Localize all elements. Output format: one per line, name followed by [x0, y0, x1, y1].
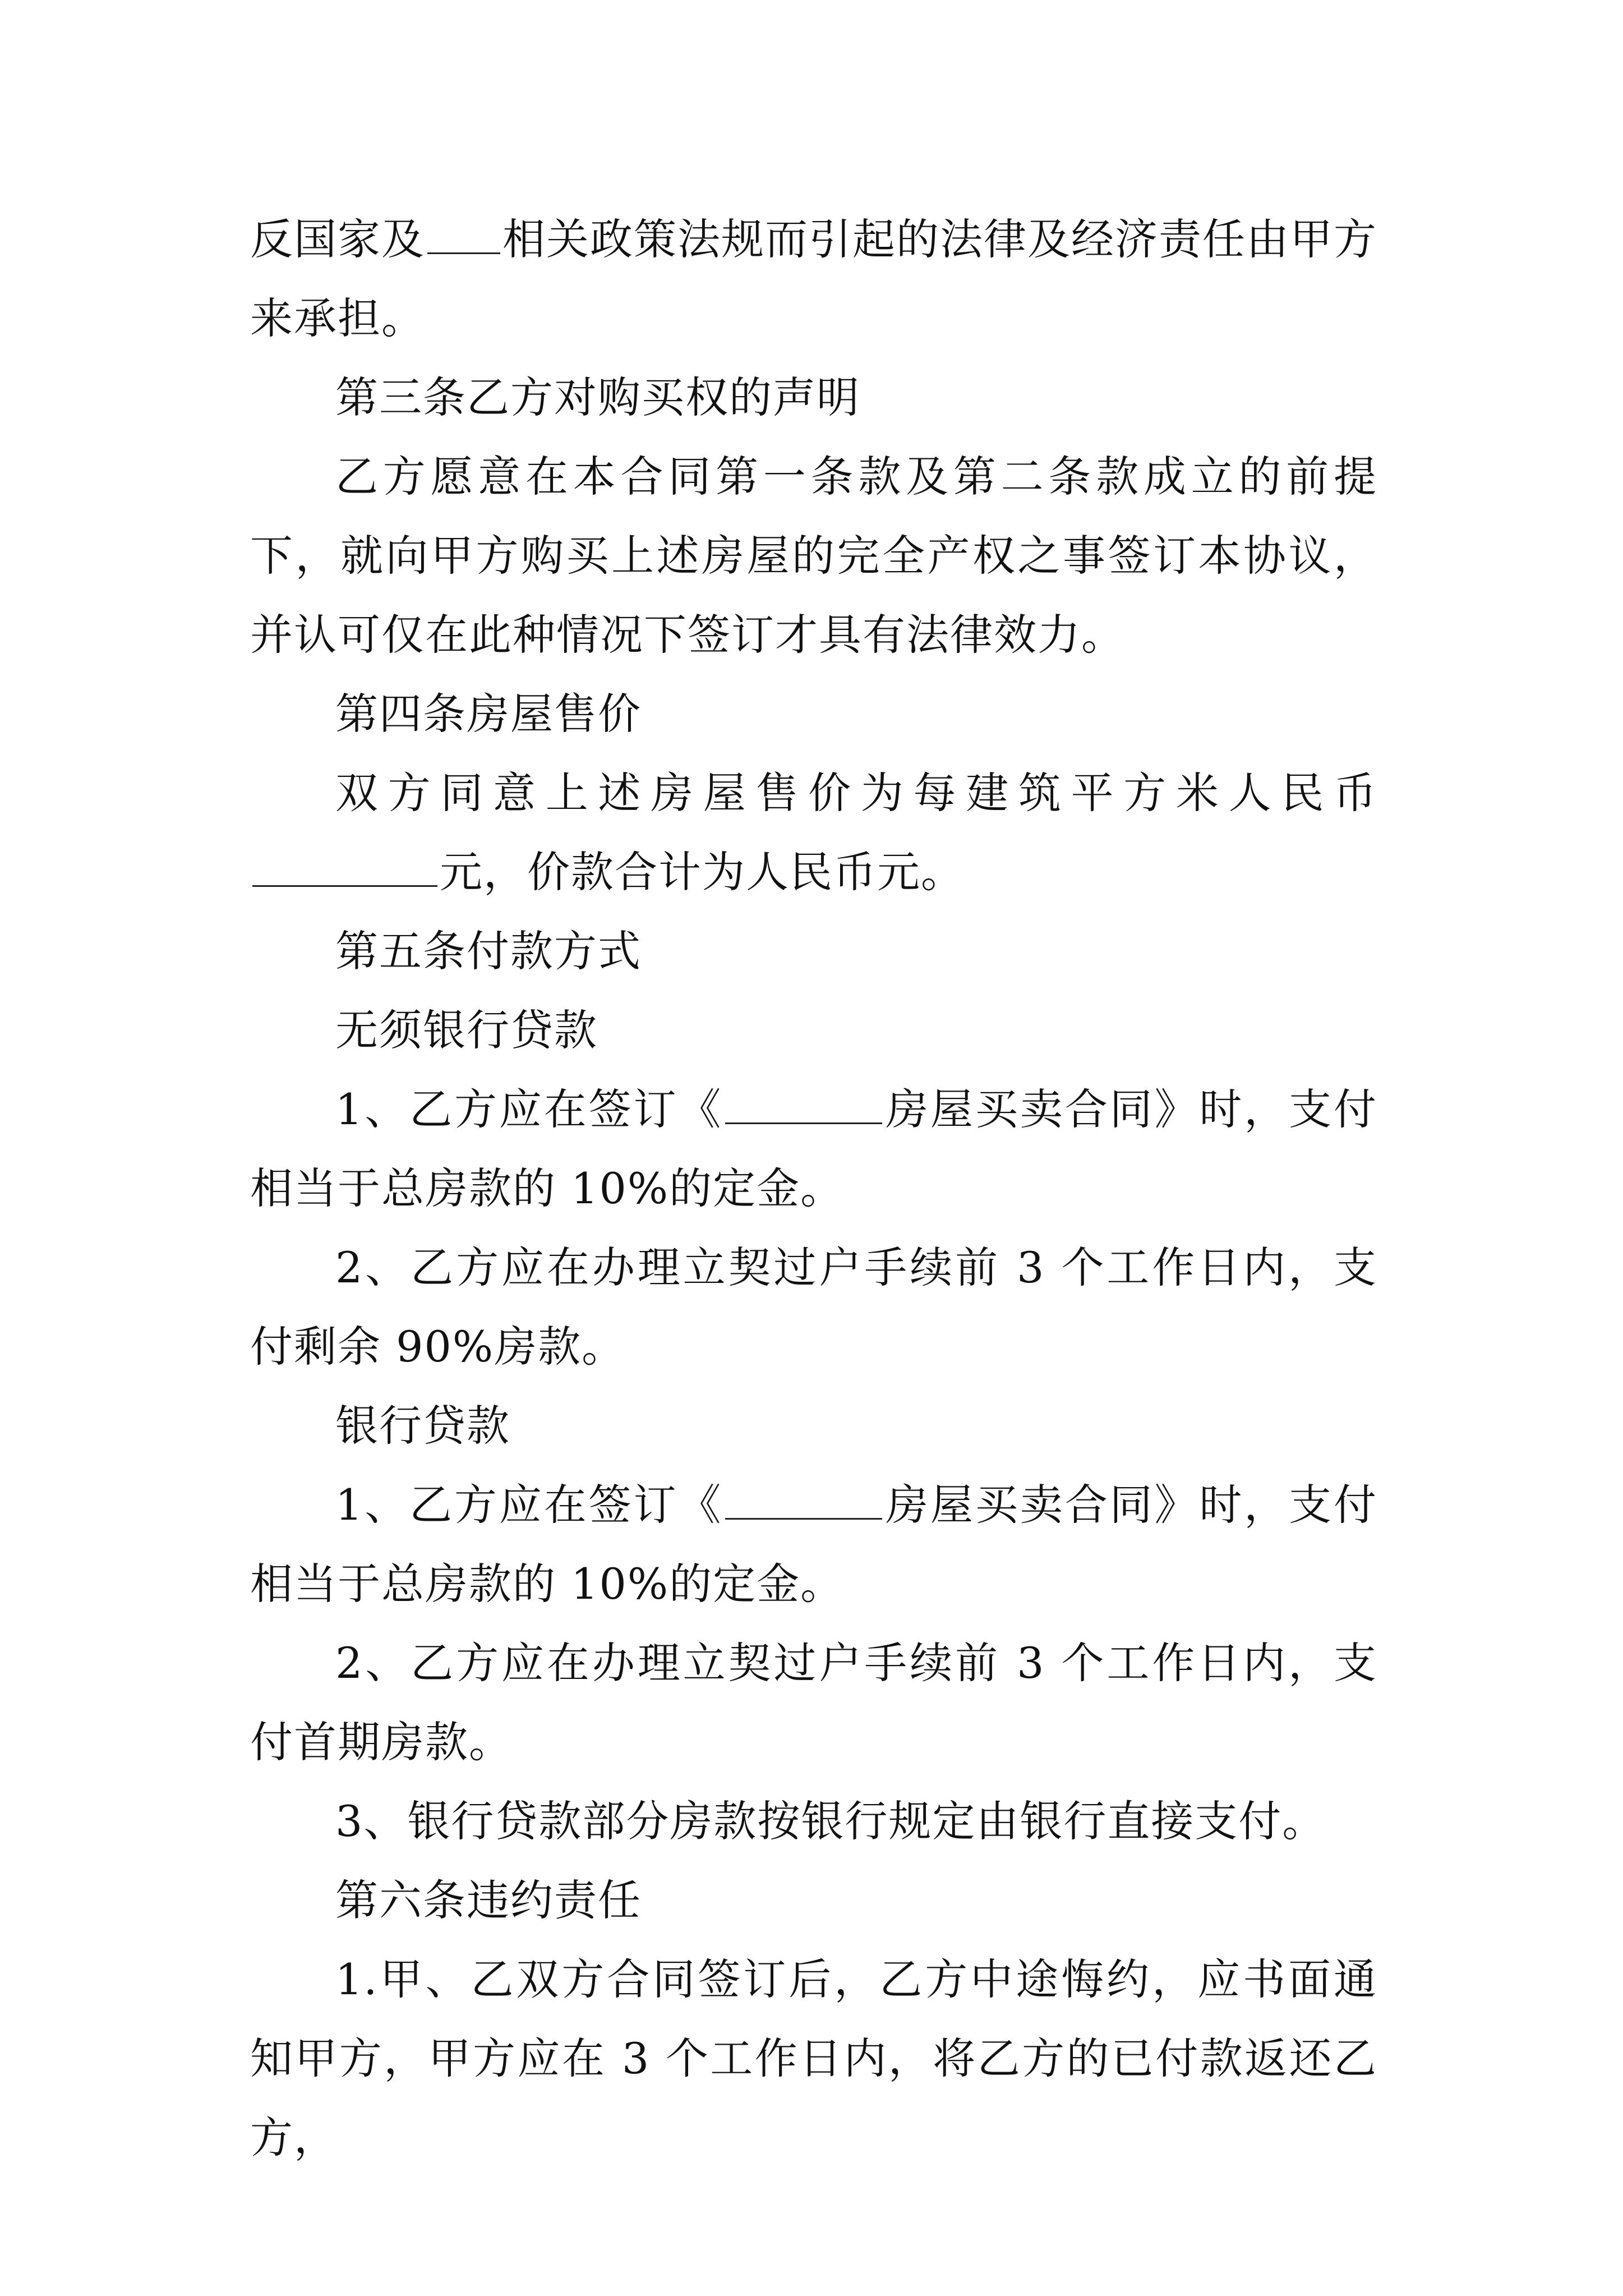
no-loan-item-1: [250, 1070, 1377, 1228]
text-segment: 反国家及: [250, 214, 425, 264]
text-segment: 1、乙方应在签订《: [335, 1084, 723, 1134]
fill-blank: [725, 1479, 882, 1520]
article-4-heading: 第四条房屋售价: [335, 689, 642, 739]
no-loan-item-2: 2、乙方应在办理立契过户手续前 3 个工作日内，支付剩余 90%房款。: [250, 1243, 1377, 1372]
no-loan-subheading: 无须银行贷款: [335, 1005, 598, 1055]
fill-blank: [252, 846, 437, 887]
text-segment: 相关政策法规而引起的法律及经济责任由甲方来承担。: [250, 214, 1377, 343]
fill-blank: [725, 1083, 882, 1124]
text-segment: 1、乙方应在签订《: [335, 1480, 723, 1530]
article-3-heading: 第三条乙方对购买权的声明: [335, 372, 860, 422]
loan-item-1: [250, 1465, 1377, 1623]
article-5-heading: 第五条付款方式: [335, 926, 642, 976]
text-segment: 元，价款合计为人民币元。: [440, 847, 965, 897]
text-segment: 房屋买卖合同》时，支付相当于总房款的 10%的定金。: [250, 1480, 1377, 1609]
article-4-line-2: [250, 832, 1377, 912]
article-6-heading: 第六条违约责任: [335, 1875, 642, 1925]
loan-subheading: 银行贷款: [335, 1401, 510, 1451]
paragraph-liability-continuation: [250, 200, 1377, 358]
article-6-item-1: 1.甲、乙双方合同签订后，乙方中途悔约，应书面通知甲方，甲方应在 3 个工作日内，将乙方的已付款返还乙方，: [250, 1954, 1377, 2162]
loan-item-2: 2、乙方应在办理立契过户手续前 3 个工作日内，支付首期房款。: [250, 1638, 1377, 1767]
loan-item-3: 3、银行贷款部分房款按银行规定由银行直接支付。: [335, 1796, 1326, 1846]
document-body: [250, 200, 1377, 2177]
text-segment: 房屋买卖合同》时，支付相当于总房款的 10%的定金。: [250, 1084, 1377, 1213]
article-3-body: 乙方愿意在本合同第一条款及第二条款成立的前提下，就向甲方购买上述房屋的完全产权之事签订本协议，并认可仅在此种情况下签订才具有法律效力。: [250, 452, 1377, 660]
fill-blank: [427, 213, 500, 254]
article-4-line-1: 双方同意上述房屋售价为每建筑平方米人民币: [335, 768, 1377, 818]
